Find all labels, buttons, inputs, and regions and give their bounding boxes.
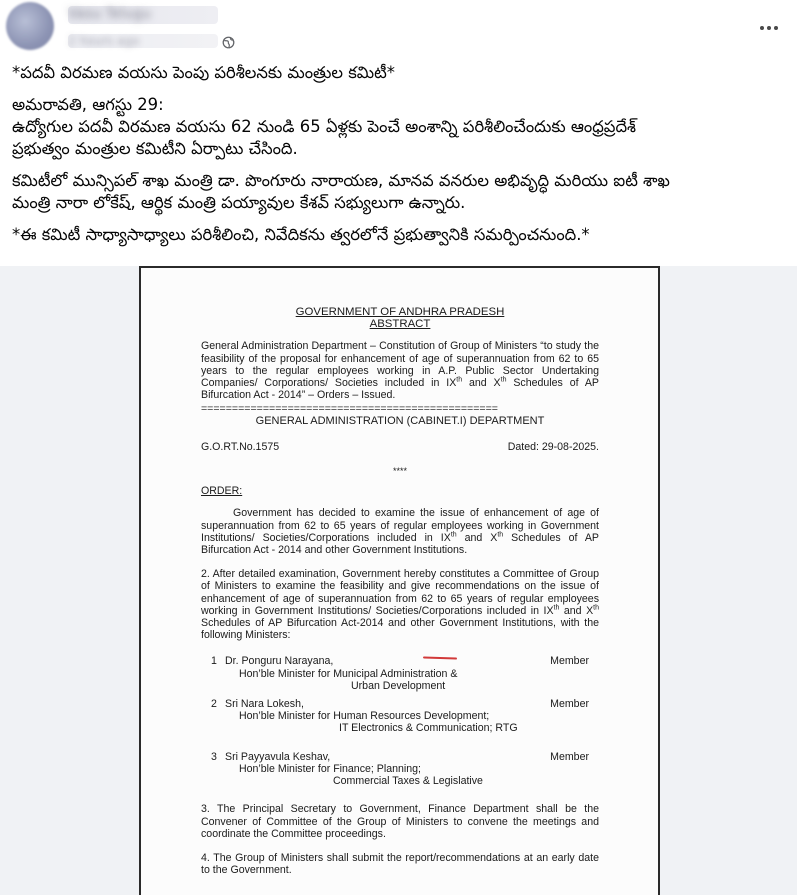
post-line: మంత్రి నారా లోకేష్, ఆర్థిక మంత్రి పయ్యావుల కేశవ్ సభ్యులుగా ఉన్నారు. bbox=[12, 193, 466, 212]
globe-icon bbox=[222, 36, 235, 49]
post-line: ఉద్యోగుల పదవీ విరమణ వయసు 62 నుండి 65 ఏళ్లకు పెంచే అంశాన్ని పరిశీలించేందుకు ఆంధ్రప్రదేశ్ bbox=[12, 117, 637, 136]
post-line: కమిటీలో మున్సిపల్ శాఖ మంత్రి డా. పొంగూరు నారాయణ, మానవ వనరుల అభివృద్ధి మరియు ఐటీ శాఖ bbox=[12, 171, 670, 190]
doc-subject: General Administration Department – Constitution of Group of Ministers “to study the feasibility of the proposal for enhancement of age of superannuation from 62 to 65 years to the regular employees working in A.P. Public Sector Undertaking Companies/ Corporations/ Societies included in IXth and Xth Schedules of AP Bifurcation Act - 2014” – Orders – Issued. bbox=[201, 340, 599, 402]
doc-go-row bbox=[201, 441, 599, 453]
doc-para-3: 3. The Principal Secretary to Government, Finance Department shall be the Convener of Committee of the Group of Ministers to convene the meetings and coordinate the Committee proceedings. bbox=[201, 803, 599, 840]
more-options-button[interactable] bbox=[752, 14, 786, 42]
doc-minister-item: 2 Sri Nara Lokesh, Hon’ble Minister for Human Resources Development; IT Electronics & Communication; RTG Member bbox=[211, 698, 589, 735]
doc-department: GENERAL ADMINISTRATION (CABINET.I) DEPARTMENT bbox=[255, 414, 545, 427]
post-headline: *పదవీ విరమణ వయసు పెంపు పరిశీలనకు మంత్రుల కమిటీ* bbox=[12, 63, 396, 82]
doc-stars: **** bbox=[392, 466, 407, 477]
doc-go-number: G.O.RT.No.1575 bbox=[201, 440, 280, 453]
doc-minister-list bbox=[201, 655, 599, 787]
more-dots-icon bbox=[760, 26, 764, 30]
post-dateline: అమరావతి, ఆగస్టు 29: bbox=[12, 95, 164, 114]
post-line: ప్రభుత్వం మంత్రుల కమిటీని ఏర్పాటు చేసింది. bbox=[12, 139, 298, 158]
doc-minister-item: 1 Dr. Ponguru Narayana, Hon’ble Minister for Municipal Administration & Urban Development Member bbox=[211, 655, 589, 692]
author-name[interactable]: Vasu Telugu bbox=[68, 6, 218, 24]
post-text bbox=[12, 62, 792, 246]
doc-minister-item: 3 Sri Payyavula Keshav, Hon’ble Minister for Finance; Planning; Commercial Taxes & Legislative Member bbox=[211, 750, 589, 788]
doc-para-2: 2. After detailed examination, Government hereby constitutes a Committee of Group of Ministers to examine the feasibility and give recommendations on the issue of enhancement of age of superannuation from 62 to 65 years of regular employees working in Government Institutions/ Societies/Corporations included in IXth and Xth Schedules of AP Bifurcation Act-2014 and other Government Institutions, with the following Ministers: bbox=[201, 568, 599, 642]
post-media[interactable] bbox=[0, 266, 797, 895]
post-header bbox=[0, 0, 797, 60]
avatar[interactable] bbox=[6, 2, 54, 50]
doc-dated: Dated: 29-08-2025. bbox=[507, 440, 599, 453]
doc-abstract: ABSTRACT bbox=[369, 318, 431, 331]
doc-para-1: Government has decided to examine the issue of enhancement of age of superannuation from 62 to 65 years of regular employees working in Government Institutions/ Societies/Corporations included in IXth and Xth Schedules of AP Bifurcation Act - 2014 and other Government Institutions. bbox=[201, 507, 599, 557]
government-order-document bbox=[201, 306, 599, 876]
document-image[interactable] bbox=[139, 266, 660, 895]
post-line: *ఈ కమిటీ సాధ్యాసాధ్యాలు పరిశీలించి, నివేదికను త్వరలోనే ప్రభుత్వానికి సమర్పించనుంది.* bbox=[12, 225, 590, 244]
doc-order-heading: ORDER: bbox=[201, 485, 243, 498]
doc-separator: ================================================ bbox=[201, 403, 498, 416]
post-timestamp[interactable]: 2 hours ago bbox=[68, 34, 218, 48]
doc-gov-title: GOVERNMENT OF ANDHRA PRADESH bbox=[295, 306, 505, 318]
doc-para-4: 4. The Group of Ministers shall submit the report/recommendations at an early date to the Government. bbox=[201, 851, 599, 877]
